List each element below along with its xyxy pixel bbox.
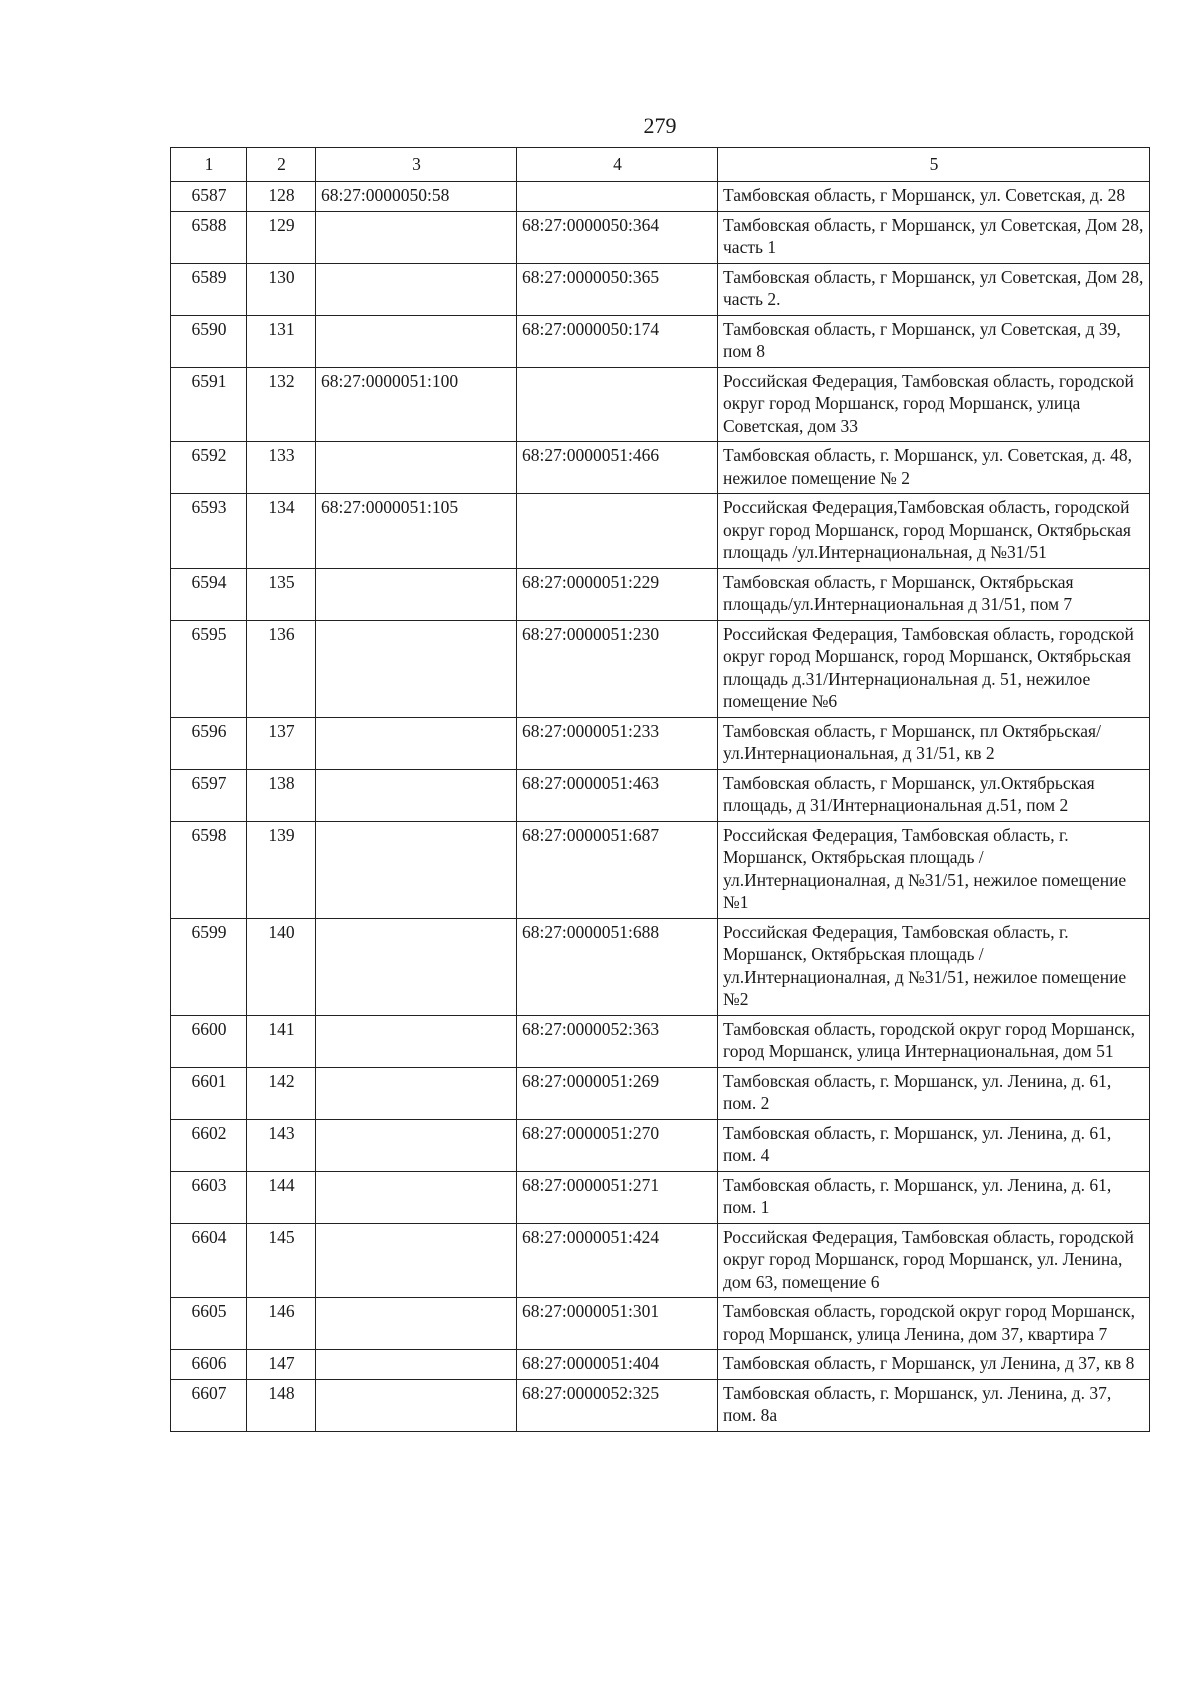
land-cadastral-number-cell [316, 1119, 517, 1171]
table-row [171, 918, 1150, 1015]
table-row [171, 620, 1150, 717]
table-row [171, 263, 1150, 315]
table-row [171, 717, 1150, 769]
table-header-row [171, 148, 1150, 182]
item-number-cell: 132 [247, 367, 316, 442]
building-cadastral-number-cell: 68:27:0000051:269 [517, 1067, 718, 1119]
table-row [171, 494, 1150, 569]
table-row [171, 442, 1150, 494]
land-cadastral-number-cell [316, 1298, 517, 1350]
address-cell: Тамбовская область, г Моршанск, ул Советская, Дом 28, часть 1 [718, 211, 1150, 263]
row-number-cell: 6596 [171, 717, 247, 769]
row-number-cell: 6597 [171, 769, 247, 821]
building-cadastral-number-cell: 68:27:0000051:463 [517, 769, 718, 821]
address-cell: Тамбовская область, городской округ город Моршанск, город Моршанск, улица Ленина, дом 37, квартира 7 [718, 1298, 1150, 1350]
column-header-4: 4 [517, 148, 718, 182]
table-body [171, 182, 1150, 1432]
table-row [171, 1171, 1150, 1223]
address-cell: Тамбовская область, г Моршанск, Октябрьская площадь/ул.Интернациональная д 31/51, пом 7 [718, 568, 1150, 620]
land-cadastral-number-cell [316, 263, 517, 315]
item-number-cell: 148 [247, 1379, 316, 1431]
land-cadastral-number-cell: 68:27:0000051:100 [316, 367, 517, 442]
item-number-cell: 131 [247, 315, 316, 367]
building-cadastral-number-cell: 68:27:0000051:424 [517, 1223, 718, 1298]
land-cadastral-number-cell [316, 1015, 517, 1067]
address-cell: Российская Федерация, Тамбовская область, городской округ город Моршанск, город Моршанск, ул. Ленина, дом 63, помещение 6 [718, 1223, 1150, 1298]
item-number-cell: 146 [247, 1298, 316, 1350]
address-cell: Российская Федерация, Тамбовская область, г. Моршанск, Октябрьская площадь /ул.Интернационалная, д №31/51, нежилое помещение №1 [718, 821, 1150, 918]
building-cadastral-number-cell: 68:27:0000052:363 [517, 1015, 718, 1067]
building-cadastral-number-cell [517, 367, 718, 442]
item-number-cell: 130 [247, 263, 316, 315]
address-cell: Тамбовская область, г. Моршанск, ул. Ленина, д. 61, пом. 2 [718, 1067, 1150, 1119]
address-cell: Тамбовская область, г Моршанск, ул Советская, Дом 28, часть 2. [718, 263, 1150, 315]
land-cadastral-number-cell [316, 769, 517, 821]
address-cell: Российская Федерация, Тамбовская область, городской округ город Моршанск, город Моршанск, Октябрьская площадь д.31/Интернациональная д. 51, нежилое помещение №6 [718, 620, 1150, 717]
land-cadastral-number-cell [316, 1067, 517, 1119]
building-cadastral-number-cell: 68:27:0000051:688 [517, 918, 718, 1015]
row-number-cell: 6594 [171, 568, 247, 620]
column-header-1: 1 [171, 148, 247, 182]
item-number-cell: 134 [247, 494, 316, 569]
building-cadastral-number-cell: 68:27:0000051:230 [517, 620, 718, 717]
land-cadastral-number-cell: 68:27:0000051:105 [316, 494, 517, 569]
address-cell: Тамбовская область, г. Моршанск, ул. Ленина, д. 37, пом. 8а [718, 1379, 1150, 1431]
land-cadastral-number-cell [316, 1350, 517, 1380]
column-header-2: 2 [247, 148, 316, 182]
land-cadastral-number-cell [316, 315, 517, 367]
table-row [171, 1067, 1150, 1119]
building-cadastral-number-cell: 68:27:0000051:233 [517, 717, 718, 769]
item-number-cell: 128 [247, 182, 316, 212]
table-row [171, 821, 1150, 918]
land-cadastral-number-cell [316, 211, 517, 263]
registry-table [170, 147, 1150, 1432]
row-number-cell: 6589 [171, 263, 247, 315]
land-cadastral-number-cell [316, 918, 517, 1015]
item-number-cell: 143 [247, 1119, 316, 1171]
table-row [171, 211, 1150, 263]
item-number-cell: 147 [247, 1350, 316, 1380]
land-cadastral-number-cell [316, 442, 517, 494]
land-cadastral-number-cell: 68:27:0000050:58 [316, 182, 517, 212]
item-number-cell: 136 [247, 620, 316, 717]
table-row [171, 1119, 1150, 1171]
building-cadastral-number-cell [517, 494, 718, 569]
row-number-cell: 6592 [171, 442, 247, 494]
row-number-cell: 6593 [171, 494, 247, 569]
item-number-cell: 129 [247, 211, 316, 263]
row-number-cell: 6605 [171, 1298, 247, 1350]
building-cadastral-number-cell: 68:27:0000051:301 [517, 1298, 718, 1350]
building-cadastral-number-cell: 68:27:0000051:229 [517, 568, 718, 620]
column-header-5: 5 [718, 148, 1150, 182]
row-number-cell: 6604 [171, 1223, 247, 1298]
address-cell: Тамбовская область, г Моршанск, ул Советская, д 39, пом 8 [718, 315, 1150, 367]
row-number-cell: 6591 [171, 367, 247, 442]
address-cell: Тамбовская область, г. Моршанск, ул. Советская, д. 48, нежилое помещение № 2 [718, 442, 1150, 494]
item-number-cell: 142 [247, 1067, 316, 1119]
row-number-cell: 6606 [171, 1350, 247, 1380]
building-cadastral-number-cell: 68:27:0000050:364 [517, 211, 718, 263]
land-cadastral-number-cell [316, 821, 517, 918]
item-number-cell: 141 [247, 1015, 316, 1067]
item-number-cell: 137 [247, 717, 316, 769]
item-number-cell: 139 [247, 821, 316, 918]
row-number-cell: 6587 [171, 182, 247, 212]
row-number-cell: 6600 [171, 1015, 247, 1067]
table-row [171, 315, 1150, 367]
table-row [171, 182, 1150, 212]
building-cadastral-number-cell: 68:27:0000051:271 [517, 1171, 718, 1223]
table-row [171, 1298, 1150, 1350]
building-cadastral-number-cell: 68:27:0000050:174 [517, 315, 718, 367]
row-number-cell: 6599 [171, 918, 247, 1015]
land-cadastral-number-cell [316, 568, 517, 620]
table-row [171, 1379, 1150, 1431]
row-number-cell: 6588 [171, 211, 247, 263]
building-cadastral-number-cell [517, 182, 718, 212]
row-number-cell: 6603 [171, 1171, 247, 1223]
building-cadastral-number-cell: 68:27:0000051:687 [517, 821, 718, 918]
address-cell: Тамбовская область, городской округ город Моршанск, город Моршанск, улица Интернациональная, дом 51 [718, 1015, 1150, 1067]
table-row [171, 1015, 1150, 1067]
land-cadastral-number-cell [316, 717, 517, 769]
address-cell: Тамбовская область, г. Моршанск, ул. Ленина, д. 61, пом. 4 [718, 1119, 1150, 1171]
column-header-3: 3 [316, 148, 517, 182]
address-cell: Российская Федерация,Тамбовская область, городской округ город Моршанск, город Моршанск, Октябрьская площадь /ул.Интернациональная, д №31/51 [718, 494, 1150, 569]
land-cadastral-number-cell [316, 1379, 517, 1431]
building-cadastral-number-cell: 68:27:0000052:325 [517, 1379, 718, 1431]
page-number: 279 [643, 113, 677, 138]
row-number-cell: 6595 [171, 620, 247, 717]
table-row [171, 769, 1150, 821]
table-row [171, 568, 1150, 620]
row-number-cell: 6602 [171, 1119, 247, 1171]
row-number-cell: 6598 [171, 821, 247, 918]
item-number-cell: 145 [247, 1223, 316, 1298]
item-number-cell: 133 [247, 442, 316, 494]
land-cadastral-number-cell [316, 620, 517, 717]
address-cell: Тамбовская область, г Моршанск, ул Ленина, д 37, кв 8 [718, 1350, 1150, 1380]
building-cadastral-number-cell: 68:27:0000051:404 [517, 1350, 718, 1380]
land-cadastral-number-cell [316, 1223, 517, 1298]
table-row [171, 367, 1150, 442]
table-row [171, 1223, 1150, 1298]
row-number-cell: 6601 [171, 1067, 247, 1119]
address-cell: Тамбовская область, г Моршанск, ул.Октябрьская площадь, д 31/Интернациональная д.51, пом 2 [718, 769, 1150, 821]
address-cell: Тамбовская область, г Моршанск, пл Октябрьская/ул.Интернациональная, д 31/51, кв 2 [718, 717, 1150, 769]
building-cadastral-number-cell: 68:27:0000050:365 [517, 263, 718, 315]
address-cell: Тамбовская область, г. Моршанск, ул. Ленина, д. 61, пом. 1 [718, 1171, 1150, 1223]
building-cadastral-number-cell: 68:27:0000051:270 [517, 1119, 718, 1171]
address-cell: Тамбовская область, г Моршанск, ул. Советская, д. 28 [718, 182, 1150, 212]
item-number-cell: 140 [247, 918, 316, 1015]
table-row [171, 1350, 1150, 1380]
item-number-cell: 144 [247, 1171, 316, 1223]
item-number-cell: 135 [247, 568, 316, 620]
item-number-cell: 138 [247, 769, 316, 821]
address-cell: Российская Федерация, Тамбовская область, городской округ город Моршанск, город Моршанск, улица Советская, дом 33 [718, 367, 1150, 442]
land-cadastral-number-cell [316, 1171, 517, 1223]
row-number-cell: 6607 [171, 1379, 247, 1431]
building-cadastral-number-cell: 68:27:0000051:466 [517, 442, 718, 494]
address-cell: Российская Федерация, Тамбовская область, г. Моршанск, Октябрьская площадь /ул.Интернационалная, д №31/51, нежилое помещение №2 [718, 918, 1150, 1015]
row-number-cell: 6590 [171, 315, 247, 367]
